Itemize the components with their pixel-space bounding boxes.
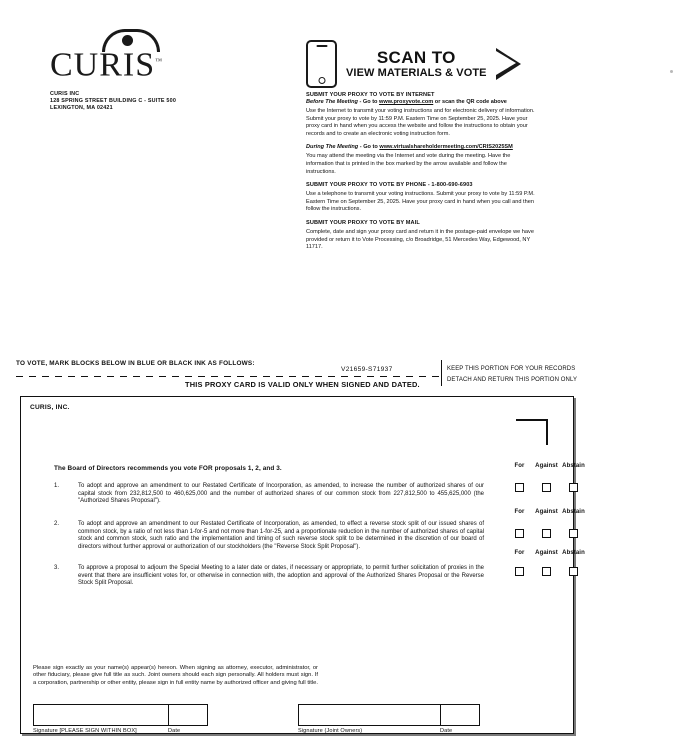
proxyvote-link[interactable]: www.proxyvote.com <box>379 99 434 105</box>
date-joint-label: Date <box>440 727 453 734</box>
company-branding <box>50 44 230 113</box>
curis-logo <box>50 44 210 84</box>
checkbox-against-3[interactable] <box>533 567 560 576</box>
vote-column-headers-3: For Against Abstain <box>514 550 585 556</box>
keep-portion-note: KEEP THIS PORTION FOR YOUR RECORDS <box>447 366 576 372</box>
scan-headline: SCAN TO <box>376 48 456 67</box>
address-line-3: LEXINGTON, MA 02421 <box>50 105 113 112</box>
checkbox-for-1[interactable] <box>506 483 533 492</box>
instruction-heading: SUBMIT YOUR PROXY TO VOTE BY MAIL <box>306 219 420 226</box>
instruction-body: Use a telephone to transmit your voting instructions. Submit your proxy to vote by 11:59 P.M. Eastern Time on September 25, 2025. Have your proxy card in hand when you call and then follow the instructions. <box>306 191 535 213</box>
signature-joint-box[interactable] <box>298 704 448 726</box>
checkbox-against-2[interactable] <box>533 529 560 538</box>
virtual-meeting-link[interactable]: www.virtualshareholdermeeting.com/CRIS2025SM <box>379 144 513 151</box>
vote-column-headers-1: For Against Abstain <box>514 463 585 469</box>
control-number-box-marker-icon <box>516 419 548 445</box>
checkbox-for-3[interactable] <box>506 567 533 576</box>
instruction-phone <box>306 182 538 214</box>
proposal-1 <box>54 483 484 506</box>
scan-text <box>346 49 487 79</box>
signature-instructions: Please sign exactly as your name(s) appear(s) hereon. When signing as attorney, executor, administrator, or other fiduciary, please give full title as such. Joint owners should each sign personally. All holders must sign. If a corporation, partnership or other entity, please sign in full entity name by authorized officer and giving full title. <box>33 665 318 686</box>
instruction-heading: SUBMIT YOUR PROXY TO VOTE BY INTERNET <box>306 92 435 98</box>
instruction-body: Use the Internet to transmit your voting instructions and for electronic delivery of information. Submit your proxy to vote by 11:59 P.M. Eastern Time on September 25, 2025. Have your proxy card in hand when you access the website and follow the instructions to obtain your records and to create an electronic voting instruction form. <box>306 108 535 137</box>
instruction-internet <box>306 92 538 138</box>
instruction-subheading: During The Meeting - Go to www.virtualshareholdermeeting.com/CRIS2025SM <box>306 144 513 151</box>
instruction-body: You may attend the meeting via the Internet and vote during the meeting. Have the information that is printed in the box marked by the arrow available and follow the instructions. <box>306 153 511 175</box>
tear-off-dashed-line <box>16 376 441 377</box>
vote-checkboxes-2 <box>506 529 587 538</box>
date-joint-group <box>440 704 480 734</box>
instruction-during-meeting <box>306 144 538 176</box>
proposal-3 <box>54 565 484 588</box>
mark-blocks-instruction: TO VOTE, MARK BLOCKS BELOW IN BLUE OR BLACK INK AS FOLLOWS: <box>16 360 255 367</box>
instruction-subheading: Before The Meeting - Go to www.proxyvote.com or scan the QR code above <box>306 99 507 105</box>
signature-primary-label: Signature [PLEASE SIGN WITHIN BOX] <box>33 727 137 734</box>
scan-subheadline: VIEW MATERIALS & VOTE <box>346 67 487 79</box>
instruction-mail <box>306 220 538 252</box>
instruction-heading: SUBMIT YOUR PROXY TO VOTE BY PHONE - 1-800-690-6903 <box>306 182 473 189</box>
company-address <box>50 91 230 113</box>
voting-instructions <box>306 92 538 252</box>
tear-off-vertical-rule <box>441 360 442 386</box>
trademark-symbol: ™ <box>155 57 163 65</box>
vote-checkboxes-1 <box>506 483 587 492</box>
logo-wordmark: CURIS <box>50 46 156 84</box>
proposal-number: 1. <box>54 483 60 489</box>
proxy-validity-note: THIS PROXY CARD IS VALID ONLY WHEN SIGNED AND DATED. <box>185 380 420 389</box>
checkbox-for-2[interactable] <box>506 529 533 538</box>
signature-joint-label: Signature (Joint Owners) <box>298 727 363 734</box>
address-line-2: 128 SPRING STREET BUILDING C - SUITE 500 <box>50 98 177 105</box>
proposal-number: 3. <box>54 565 60 571</box>
address-line-1: CURIS INC <box>50 91 80 97</box>
board-recommendation: The Board of Directors recommends you vote FOR proposals 1, 2, and 3. <box>54 465 282 472</box>
date-primary-label: Date <box>168 727 181 734</box>
control-number: V21659-S71937 <box>341 366 393 373</box>
registration-dot <box>670 70 673 73</box>
proposal-text: To approve a proposal to adjourn the Special Meeting to a later date or dates, if necessary or appropriate, to permit further solicitation of proxies in the event that there are insufficient votes for, or otherwise in connection with, the adoption and approval of the Authorized Shares Proposal or the Reverse Stock Split Proposal. <box>78 565 484 587</box>
checkbox-abstain-1[interactable] <box>560 483 587 492</box>
proposal-2 <box>54 521 484 551</box>
detach-portion-note: DETACH AND RETURN THIS PORTION ONLY <box>447 377 578 383</box>
proposal-number: 2. <box>54 521 60 527</box>
checkbox-abstain-3[interactable] <box>560 567 587 576</box>
logo-dot-icon <box>122 35 133 46</box>
proposal-text: To adopt and approve an amendment to our Restated Certificate of Incorporation, as amended, to increase the number of authorized shares of our capital stock from 232,812,500 to 460,625,000 and the number of authorized shares of our common stock from 227,812,500 to 455,625,000 (the "Authorized Shares Proposal"). <box>78 483 484 505</box>
date-primary-group <box>168 704 208 734</box>
checkbox-abstain-2[interactable] <box>560 529 587 538</box>
vote-column-headers-2: For Against Abstain <box>514 509 585 515</box>
play-triangle-icon <box>496 48 522 80</box>
proposal-text: To adopt and approve an amendment to our Restated Certificate of Incorporation, as amended, to effect a reverse stock split of our issued shares of common stock, by a ratio of not less than 1-for-5 and not more than 1-for-25, and a proportionate reduction in the number of authorized shares of capital stock and common stock, such ratio and the implementation and timing of such reverse stock split to be determined in the discretion of our board of directors without further approval or authorization of our stockholders (the "Reverse Stock Split Proposal"). <box>78 521 484 550</box>
smartphone-icon <box>306 40 337 88</box>
card-company-name: CURIS, INC. <box>30 404 70 411</box>
vote-checkboxes-3 <box>506 567 587 576</box>
checkbox-against-1[interactable] <box>533 483 560 492</box>
instruction-body: Complete, date and sign your proxy card and return it in the postage-paid envelope we have provided or return it to Vote Processing, c/o Broadridge, 51 Mercedes Way, Edgewood, NY 11717. <box>306 228 534 251</box>
date-primary-box[interactable] <box>168 704 208 726</box>
date-joint-box[interactable] <box>440 704 480 726</box>
scan-to-vote-banner <box>306 40 522 88</box>
